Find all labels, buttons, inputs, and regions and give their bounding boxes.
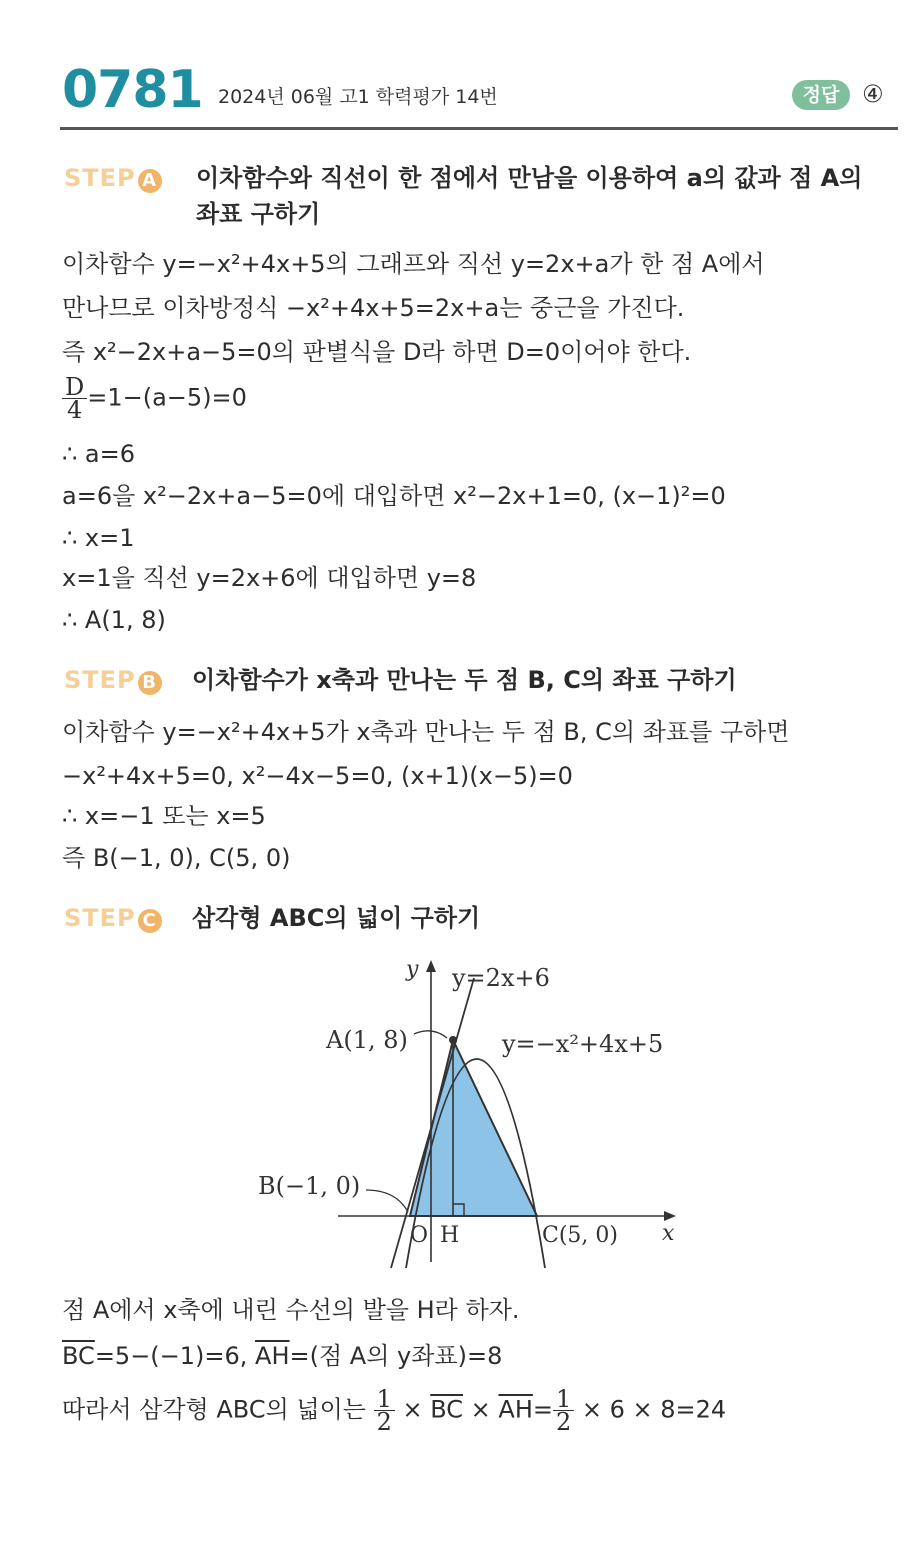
times-1: × — [394, 1395, 431, 1424]
point-a-label: A(1, 8) — [326, 1026, 408, 1054]
label-b-leader — [366, 1190, 408, 1212]
half-2-numerator: 1 — [553, 1388, 574, 1411]
times-2: × — [463, 1395, 499, 1424]
segment-bc: $\overline{BC}$ — [62, 1342, 95, 1370]
step-c-line-2 — [62, 1340, 502, 1372]
step-c-label — [64, 904, 162, 933]
step-a-line-7: ∴ x=1 — [62, 524, 135, 552]
step-a-line-2: 만나므로 이차방정식 −x²+4x+5=2x+a는 중근을 가진다. — [62, 294, 685, 322]
discriminant-fraction — [62, 373, 87, 424]
step-a-line-4-text: =1−(a−5)=0 — [87, 383, 247, 412]
problem-number: 0781 — [62, 60, 203, 120]
fraction-numerator: D — [62, 376, 87, 399]
step-b-line-1: 이차함수 y=−x²+4x+5가 x축과 만나는 두 점 B, C의 좌표를 구하면 — [62, 718, 790, 746]
step-a-line-3: 즉 x²−2x+a−5=0의 판별식을 D라 하면 D=0이어야 한다. — [62, 338, 692, 366]
segment-ah-2: $\overline{AH}$ — [498, 1395, 533, 1424]
x-axis-arrow — [664, 1211, 676, 1221]
step-a-line-4 — [62, 373, 247, 424]
header-divider — [60, 127, 898, 130]
step-c-line-1: 점 A에서 x축에 내린 수선의 발을 H라 하자. — [62, 1296, 520, 1324]
step-a-label — [64, 164, 162, 193]
line-equation-label: y=2x+6 — [452, 964, 550, 992]
point-b-label: B(−1, 0) — [258, 1172, 361, 1200]
half-2-denominator: 2 — [556, 1408, 572, 1436]
half-fraction-1 — [374, 1385, 395, 1436]
x-axis-label: x — [662, 1221, 675, 1246]
problem-source: 2024년 06월 고1 학력평가 14번 — [218, 86, 498, 108]
step-c-line-2-mid: =5−(−1)=6, — [94, 1342, 256, 1370]
step-c-line-3-pre: 따라서 삼각형 ABC의 넓이는 — [62, 1395, 374, 1424]
step-a-letter: A — [138, 169, 162, 193]
step-a-title-1: 이차함수와 직선이 한 점에서 만남을 이용하여 a의 값과 점 A의 — [196, 164, 863, 192]
triangle-abc — [410, 1040, 537, 1216]
step-b-line-3: ∴ x=−1 또는 x=5 — [62, 802, 266, 830]
step-a-line-8: x=1을 직선 y=2x+6에 대입하면 y=8 — [62, 564, 477, 592]
half-1-numerator: 1 — [374, 1388, 395, 1411]
step-a-label-text: STEP — [64, 164, 136, 192]
step-c-line-3-end: × 6 × 8=24 — [574, 1395, 727, 1424]
step-c-label-text: STEP — [64, 904, 136, 932]
step-a-line-1: 이차함수 y=−x²+4x+5의 그래프와 직선 y=2x+a가 한 점 A에서 — [62, 250, 765, 278]
triangle-graph — [0, 950, 922, 1280]
step-b-label — [64, 666, 162, 695]
point-c-label: C(5, 0) — [542, 1223, 618, 1248]
step-b-letter: B — [138, 671, 162, 695]
answer-badge: 정답 — [792, 80, 850, 110]
step-b-title: 이차함수가 x축과 만나는 두 점 B, C의 좌표 구하기 — [192, 666, 737, 694]
answer-value: ④ — [862, 80, 884, 108]
equals-sign: = — [532, 1395, 553, 1424]
step-a-title-2: 좌표 구하기 — [196, 200, 321, 228]
half-1-denominator: 2 — [376, 1408, 392, 1436]
step-b-line-2: −x²+4x+5=0, x²−4x−5=0, (x+1)(x−5)=0 — [62, 762, 573, 790]
origin-label: O — [410, 1223, 429, 1248]
step-a-line-9: ∴ A(1, 8) — [62, 606, 166, 634]
half-fraction-2 — [553, 1385, 574, 1436]
step-b-label-text: STEP — [64, 666, 136, 694]
point-a — [449, 1036, 457, 1044]
step-b-line-4: 즉 B(−1, 0), C(5, 0) — [62, 844, 291, 872]
step-a-line-5: ∴ a=6 — [62, 440, 135, 468]
point-h-label: H — [440, 1223, 460, 1248]
parabola-equation-label: y=−x²+4x+5 — [502, 1030, 664, 1058]
segment-bc-2: $\overline{BC}$ — [430, 1395, 464, 1424]
step-c-title: 삼각형 ABC의 넓이 구하기 — [192, 904, 481, 932]
step-c-line-2-end: =(점 A의 y좌표)=8 — [289, 1342, 503, 1370]
fraction-denominator: 4 — [66, 396, 83, 424]
step-a-line-6: a=6을 x²−2x+a−5=0에 대입하면 x²−2x+1=0, (x−1)²=0 — [62, 482, 726, 510]
y-axis-arrow — [426, 960, 436, 972]
step-c-line-3 — [62, 1385, 727, 1436]
step-c-letter: C — [138, 909, 162, 933]
y-axis-label: y — [406, 957, 419, 982]
segment-ah: $\overline{AH}$ — [255, 1342, 290, 1370]
